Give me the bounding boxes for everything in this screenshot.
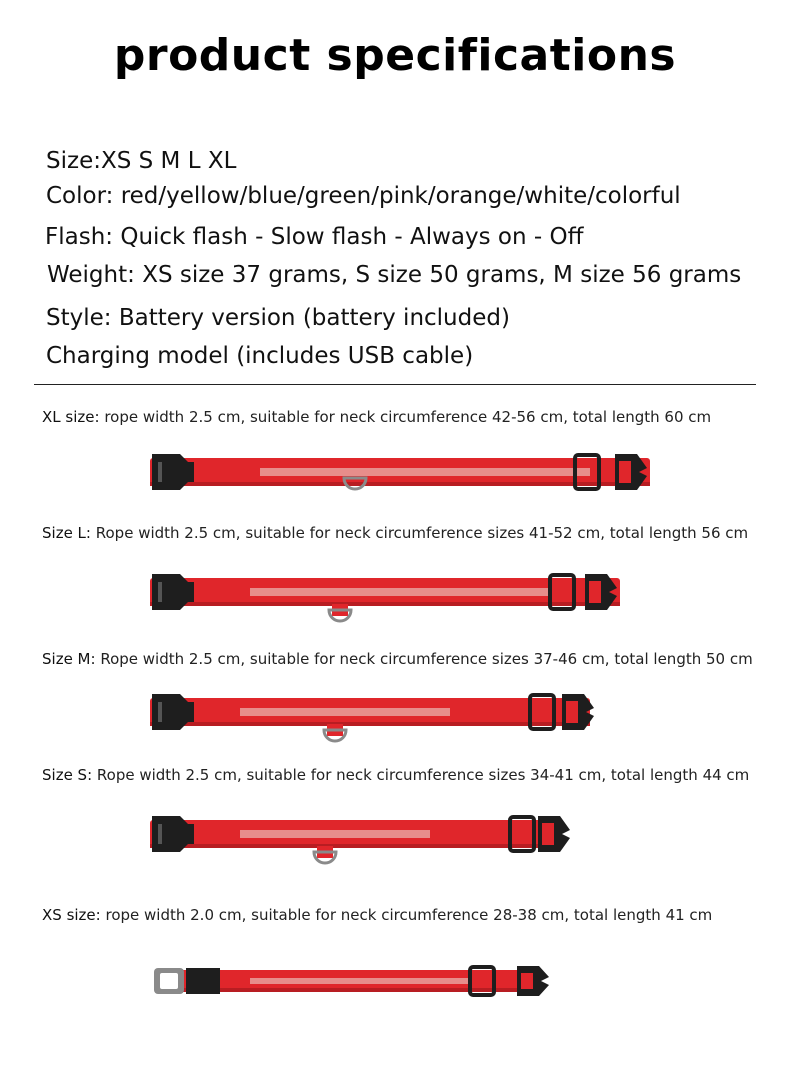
size-l-text: Rope width 2.5 cm, suitable for neck circumference sizes 41-52 cm, total length 56 cm	[90, 524, 749, 542]
collar-xs-image	[150, 962, 560, 1006]
size-m-lead: Size M:	[42, 650, 96, 668]
strap-shadow	[150, 722, 590, 726]
section-divider	[34, 384, 756, 385]
spec-charging: Charging model (includes USB cable)	[46, 343, 474, 369]
size-xl-text: rope width 2.5 cm, suitable for neck circumference 42-56 cm, total length 60 cm	[99, 408, 712, 426]
right-buckle-window	[619, 461, 631, 483]
collar-l-image	[150, 570, 630, 640]
reflective-band	[250, 978, 470, 984]
size-l-lead: Size L:	[42, 524, 91, 542]
right-buckle-window	[542, 823, 554, 845]
left-buckle-slot	[158, 462, 162, 482]
left-buckle	[186, 968, 220, 994]
right-buckle-window	[521, 973, 533, 989]
size-s-label	[42, 766, 749, 784]
right-buckle-window	[589, 581, 601, 603]
reflective-band	[240, 708, 450, 716]
spec-size: Size:XS S M L XL	[46, 148, 237, 174]
spec-color: Color: red/yellow/blue/green/pink/orange/white/colorful	[46, 183, 681, 209]
size-xl-label	[42, 408, 711, 426]
reflective-band	[250, 588, 550, 596]
size-s-lead: Size S:	[42, 766, 93, 784]
left-buckle-slot	[158, 824, 162, 844]
size-m-text: Rope width 2.5 cm, suitable for neck circumference sizes 37-46 cm, total length 50 cm	[95, 650, 753, 668]
right-buckle-window	[566, 701, 578, 723]
size-m-label	[42, 650, 753, 668]
size-xs-label	[42, 906, 712, 924]
metal-ring-hole	[160, 973, 178, 989]
spec-style: Style: Battery version (battery included)	[46, 305, 510, 331]
left-buckle-slot	[158, 702, 162, 722]
size-xl-lead: XL size:	[42, 408, 100, 426]
left-buckle-slot	[158, 582, 162, 602]
collar-m-image	[150, 690, 610, 760]
spec-weight: Weight: XS size 37 grams, S size 50 grams, M size 56 grams	[47, 262, 742, 288]
collar-s-image	[150, 812, 590, 882]
size-s-text: Rope width 2.5 cm, suitable for neck circumference sizes 34-41 cm, total length 44 cm	[92, 766, 750, 784]
reflective-band	[260, 468, 590, 476]
strap-shadow	[150, 844, 560, 848]
spec-flash: Flash: Quick flash - Slow flash - Always on - Off	[45, 224, 584, 250]
collar-xl-image	[150, 448, 660, 498]
reflective-band	[240, 830, 430, 838]
strap-shadow	[180, 988, 540, 992]
size-xs-lead: XS size:	[42, 906, 101, 924]
page-title: product specifications	[113, 30, 677, 81]
size-xs-text: rope width 2.0 cm, suitable for neck circumference 28-38 cm, total length 41 cm	[100, 906, 713, 924]
size-l-label	[42, 524, 748, 542]
